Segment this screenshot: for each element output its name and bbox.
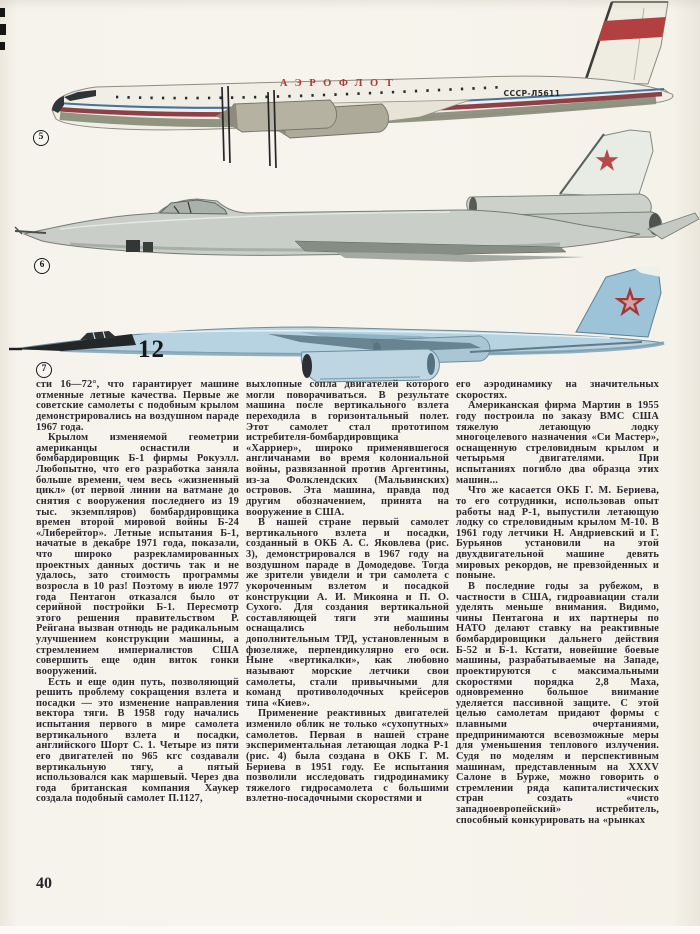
hatch-detail xyxy=(143,242,153,252)
paragraph: сти 16—72°, что гарантирует машине отменные летные качества. Первые же советские самолеты с подобным крылом демонстрировались на воздушном параде 1967 года. xyxy=(36,379,239,433)
bomber-tail-fin xyxy=(560,130,653,197)
figure-jet-bomber-grey xyxy=(12,126,700,262)
article-column-1 xyxy=(36,380,239,826)
board-number: 12 xyxy=(138,336,165,363)
engine-pod-near xyxy=(301,349,439,382)
page-bottom-edge xyxy=(0,926,700,934)
article-column-2 xyxy=(246,380,449,826)
figure-label-7: 7 xyxy=(36,362,52,378)
paragraph: выхлопные сопла двигателей которого могли поворачиваться. В результате машина после вертикального взлета переходила в горизонтальный полет. Этот самолет стал прототипом истребителя-бомбардировщика «Харриер», широко применявшегося англичанами во время колониальной войны, развязанной против Аргентины, из-за Фолклендских (Мальвинских) островов. Эта машина, правда под другим обозначением, принята на вооружение в США. xyxy=(246,379,449,518)
page-number: 40 xyxy=(36,875,52,892)
hatch-detail xyxy=(126,240,140,252)
paragraph: его аэродинамику на значительных скоростях. xyxy=(456,379,659,401)
paragraph: В нашей стране первый самолет вертикального взлета и посадки, созданный в ОКБ А. С. Яковлева (рис. 3), демонстрировался в 1967 году на воздушном параде в Домодедове. Тогда же зрители увидели и три самолета с укороченным взлетом и посадкой конструкции А. И. Микояна и П. О. Сухого. Для создания вертикальной составляющей тяги эти машины оснащались небольшим дополнительным ТРД, установленным в фюзеляже, перпендикулярно его оси. Ныне «вертикалки», как любовно называют морские летчики свои самолеты, стали привычными для команд противолодочных крейсеров типа «Киев». xyxy=(246,517,449,709)
article-columns xyxy=(36,380,660,826)
print-edge-mark xyxy=(0,42,5,50)
paragraph: Что же касается ОКБ Г. М. Бериева, то его сотрудники, использовав опыт работы над Р-1, выпустили летающую лодку со стреловидным крылом М-10. В 1961 году летчики Н. Андриевский и Г. Бурьянов установили на этой двухдвигательной машине девять мировых рекордов, не превзойденных и поныне. xyxy=(456,485,659,582)
paragraph: Американская фирма Мартин в 1955 году построила по заказу ВМС США тяжелую летающую лодку многоцелевого назначения «Си Мастер», оснащенную стреловидным крылом и четырьмя двигателями. При испытаниях погибло два образца этих машин... xyxy=(456,400,659,486)
article-column-3 xyxy=(456,380,659,826)
aeroflot-titles: АЭРОФЛОТ xyxy=(279,78,401,89)
airliner-tail-fin xyxy=(585,2,668,84)
print-edge-mark xyxy=(0,24,6,35)
registration-code: СССР-Л5611 xyxy=(503,89,561,98)
paragraph: Применение реактивных двигателей изменило облик не только «сухопутных» самолетов. Первая в нашей стране экспериментальная летающая лодка Р-1 (рис. 4) была создана в ОКБ Г. М. Бериева в 1951 году. Ее испытания позволили исследовать гидродинамику тяжелого гидросамолета с большими взлетно-посадочными скоростями и xyxy=(246,708,449,805)
figure-supersonic-bomber-blue xyxy=(6,260,700,386)
figure-label-6: 6 xyxy=(34,258,50,274)
bomber-blue-tail-fin xyxy=(576,266,661,337)
paragraph: В последние годы за рубежом, в частности в США, гидроавиации стали уделять меньше внимания. Видимо, чины Пентагона и их партнеры по НАТО делают ставку на реактивные бомбардировщики дальнего действия Б-52 и Б-1. Кстати, новейшие боевые машины, разрабатываемые на Западе, проектируются с максимальными скоростями порядка 2,8 Маха, одновременно большое внимание уделяется пассивной защите. С этой целью самолетам придают формы с плавными очертаниями, предпринимаются всевозможные меры для уменьшения теплового излучения. Судя по моделям и перспективным машинам, представленным на XXXV Салоне в Бурже, можно говорить о стремлении ряда капиталистических стран создать «чисто западноевропейский» истребитель, способный конкурировать на «рынках xyxy=(456,580,659,826)
paragraph: Крылом изменяемой геометрии американцы оснастили и бомбардировщик Б-1 фирмы Рокуэлл. Любопытно, что его разработка заняла больше времени, чем весь «жизненный цикл» (от первой линии на ватмане до снятия с вооружения последнего из 19 тыс. экземпляров) бомбардировщика времен второй мировой войны Б-24 «Либерейтор». Летные испытания Б-1, начатые в декабре 1971 года, показали, что широко разрекламированных проектных данных достичь так и не удалось, зато стоимость программы возросла в 10 раз! Поэтому в июле 1977 года Пентагон отказался было от серийной постройки Б-1. Пересмотр этого решения правительством Р. Рейгана вызван отнюдь не радикальным улучшением конструкции машины, а стремлением империалистов США совершить еще один виток гонки вооружений. xyxy=(36,432,239,677)
paragraph: Есть и еще один путь, позволяющий решить проблему сокращения взлета и посадки — это изменение направления вектора тяги. В 1958 году начались испытания первого в мире самолета вертикального взлета и посадки, английского Шорт С. 1. Четыре из пяти его двигателей по 965 кгс создавали вертикальную тягу, а пятый использовался как маршевый. Через два года британская компания Хаукер создала подобный самолет П.1127, xyxy=(36,676,239,805)
print-edge-mark xyxy=(0,8,5,17)
figure-label-5: 5 xyxy=(33,130,49,146)
